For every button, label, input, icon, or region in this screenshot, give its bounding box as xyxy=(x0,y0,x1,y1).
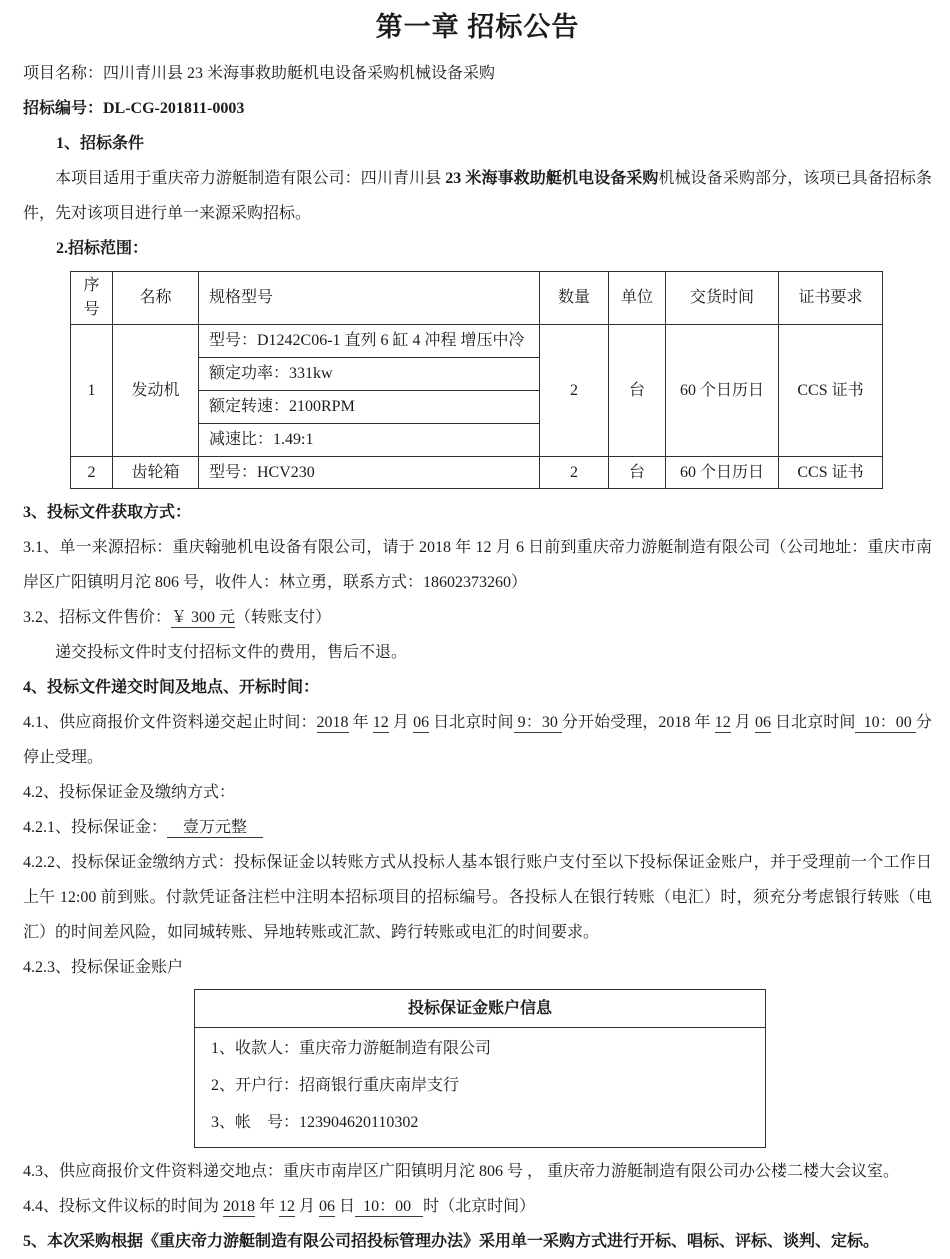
section-3-heading: 3、投标文件获取方式： xyxy=(23,504,192,521)
row2-name: 齿轮箱 xyxy=(113,457,199,489)
specification-table xyxy=(70,271,883,489)
deposit-account-title: 投标保证金账户信息 xyxy=(195,990,765,1028)
section-4-heading: 4、投标文件递交时间及地点、开标时间： xyxy=(23,679,320,696)
section-1-paragraph: 本项目适用于重庆帝力游艇制造有限公司：四川青川县 23 米海事救助艇机电设备采购机械设备采购部分，该项已具备招标条件，先对该项目进行单一来源采购招标。 xyxy=(23,170,932,222)
row1-name: 发动机 xyxy=(113,325,199,457)
table-row xyxy=(71,457,883,489)
section-3-2-text: 3.2、招标文件售价：￥ 300 元（转账支付） xyxy=(23,609,332,626)
deposit-account-number-line: 3、帐 号：123904620110302 xyxy=(211,1114,419,1131)
deposit-payee-line: 1、收款人：重庆帝力游艇制造有限公司 xyxy=(211,1040,492,1057)
section-3-2-note: 递交投标文件时支付招标文件的费用，售后不退。 xyxy=(55,644,408,661)
section-2-heading: 2.招标范围： xyxy=(56,240,149,257)
row2-qty: 2 xyxy=(540,457,609,489)
col-header-delivery: 交货时间 xyxy=(666,272,779,325)
col-header-unit: 单位 xyxy=(609,272,666,325)
row2-spec-model: 型号：HCV230 xyxy=(199,457,540,489)
col-header-spec: 规格型号 xyxy=(199,272,540,325)
section-4-2-1-text: 4.2.1、投标保证金： 壹万元整 xyxy=(23,819,264,836)
spec-table-header-row xyxy=(71,272,883,325)
row2-delivery: 60 个日历日 xyxy=(666,457,779,489)
col-header-name: 名称 xyxy=(113,272,199,325)
col-header-seq: 序号 xyxy=(71,272,113,325)
deposit-account-box xyxy=(194,989,766,1148)
page-title: 第一章 招标公告 xyxy=(375,12,580,42)
row2-cert: CCS 证书 xyxy=(779,457,883,489)
section-4-2-heading: 4.2、投标保证金及缴纳方式： xyxy=(23,784,236,801)
row1-spec-ratio: 减速比：1.49:1 xyxy=(199,424,540,457)
row1-unit: 台 xyxy=(609,325,666,457)
row2-seq: 2 xyxy=(71,457,113,489)
row1-spec-rpm: 额定转速：2100RPM xyxy=(199,391,540,424)
section-3-1-text: 3.1、单一来源招标：重庆翰驰机电设备有限公司，请于 2018 年 12 月 6 日前到重庆帝力游艇制造有限公司（公司地址：重庆市南岸区广阳镇明月沱 806 号，收件人：林立勇，联系方式：18602373260） xyxy=(23,539,932,591)
row1-cert: CCS 证书 xyxy=(779,325,883,457)
col-header-qty: 数量 xyxy=(540,272,609,325)
section-4-3-text: 4.3、供应商报价文件资料递交地点：重庆市南岸区广阳镇明月沱 806 号 ， 重庆帝力游艇制造有限公司办公楼二楼大会议室。 xyxy=(23,1163,900,1180)
row2-unit: 台 xyxy=(609,457,666,489)
deposit-bank-line: 2、开户行：招商银行重庆南岸支行 xyxy=(211,1077,460,1094)
deposit-account-body xyxy=(195,1028,765,1147)
section-1-heading: 1、招标条件 xyxy=(56,135,145,152)
row1-qty: 2 xyxy=(540,325,609,457)
row1-delivery: 60 个日历日 xyxy=(666,325,779,457)
row1-spec-power: 额定功率：331kw xyxy=(199,358,540,391)
project-name-line: 项目名称：四川青川县 23 米海事救助艇机电设备采购机械设备采购 xyxy=(23,65,496,82)
table-row xyxy=(71,325,883,358)
section-4-1-text: 4.1、供应商报价文件资料递交起止时间：2018 年 12 月 06 日北京时间 9：30 分开始受理，2018 年 12 月 06 日北京时间 10：00 分停止受理。 xyxy=(23,714,932,766)
tender-number-line: 招标编号：DL-CG-201811-0003 xyxy=(23,100,245,117)
section-4-4-text: 4.4、投标文件议标的时间为 2018 年 12 月 06 日 10：00 时（北京时间） xyxy=(23,1198,536,1215)
section-4-2-2-text: 4.2.2、投标保证金缴纳方式：投标保证金以转账方式从投标人基本银行账户支付至以下投标保证金账户，并于受理前一个工作日上午 12:00 前到账。付款凭证备注栏中注明本招标项目的招标编号。各投标人在银行转账（电汇）时，须充分考虑银行转账（电汇）的时间差风险，如同城转账、异地转账或汇款、跨行转账或电汇的时间要求。 xyxy=(23,854,932,941)
row1-spec-model: 型号：D1242C06-1 直列 6 缸 4 冲程 增压中冷 xyxy=(199,325,540,358)
col-header-cert: 证书要求 xyxy=(779,272,883,325)
section-4-2-3-text: 4.2.3、投标保证金账户 xyxy=(23,959,184,976)
row1-seq: 1 xyxy=(71,325,113,457)
section-5-text: 5、本次采购根据《重庆帝力游艇制造有限公司招投标管理办法》采用单一采购方式进行开标、唱标、评标、谈判、定标。 xyxy=(23,1233,880,1250)
